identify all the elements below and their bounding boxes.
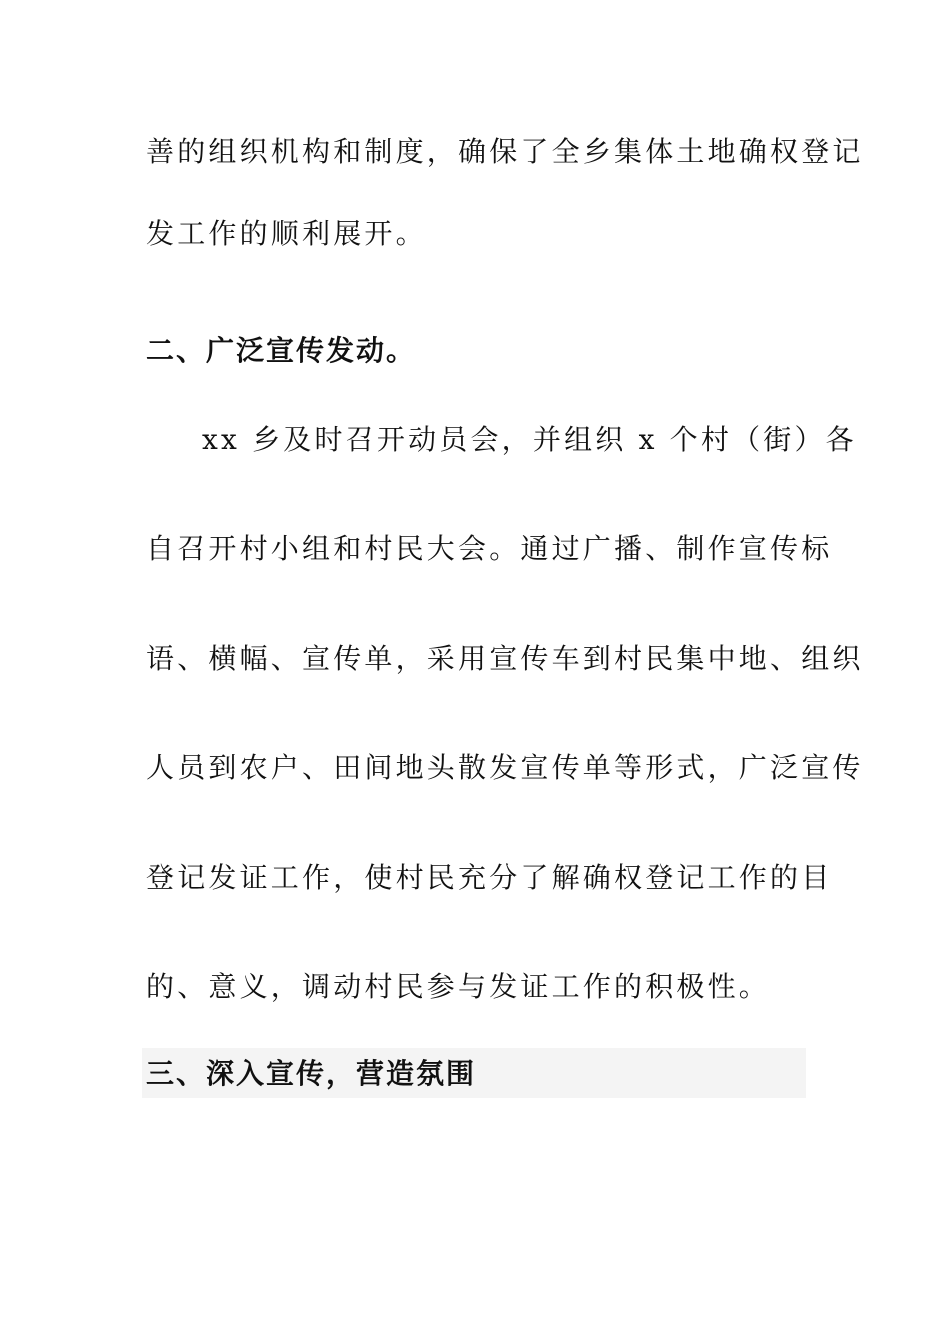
section-heading: 二、广泛宣传发动。: [146, 334, 417, 367]
paragraph-line: 善的组织机构和制度，确保了全乡集体土地确权登记: [146, 135, 864, 168]
paragraph-line: 语、横幅、宣传单，采用宣传车到村民集中地、组织: [146, 642, 864, 675]
section-heading: 三、深入宣传，营造氛围: [146, 1057, 477, 1090]
paragraph-line: 发工作的顺利展开。: [146, 217, 427, 250]
paragraph-line: 自召开村小组和村民大会。通过广播、制作宣传标: [146, 532, 833, 565]
paragraph-line: 人员到农户、田间地头散发宣传单等形式，广泛宣传: [146, 751, 864, 784]
paragraph-line: xx 乡及时召开动员会，并组织 x 个村（街）各: [202, 423, 857, 456]
paragraph-line: 登记发证工作，使村民充分了解确权登记工作的目: [146, 861, 833, 894]
paragraph-line: 的、意义，调动村民参与发证工作的积极性。: [146, 970, 771, 1003]
